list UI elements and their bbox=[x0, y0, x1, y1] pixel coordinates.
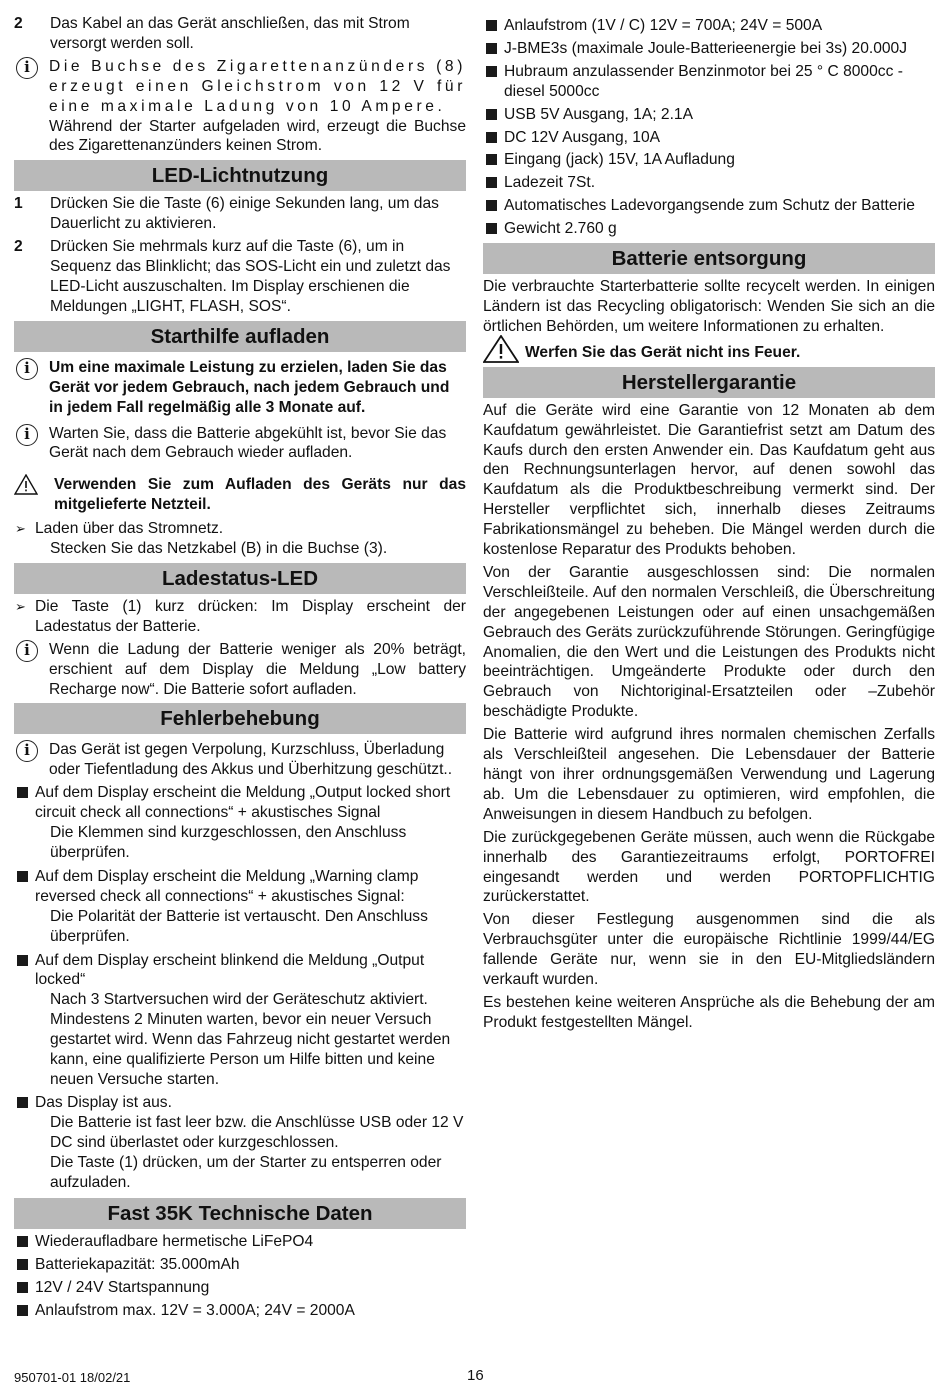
list-item bbox=[483, 105, 935, 125]
info-note-cigarette-socket bbox=[14, 57, 466, 157]
warranty-paragraph: Die Batterie wird aufgrund ihres normalen chemischen Zerfalls als Verschleißteil angesehen. Die Lebensdauer der Batterie hängt von ihrer ordnungsgemäßen Verwendung und Lagerung ab. Um die Lebensdauer zu optimieren, wird empfohlen, die Anweisungen in diesem Handbuch zu befolgen. bbox=[483, 726, 935, 823]
step-text: Drücken Sie die Taste (6) einige Sekunden lang, um das Dauerlicht zu aktivieren. bbox=[50, 195, 439, 233]
section-title-specs: Fast 35K Technische Daten bbox=[14, 1198, 466, 1229]
square-bullet-icon bbox=[17, 1282, 28, 1293]
item-subtext: Die Polarität der Batterie ist vertauscht. Den Anschluss überprüfen. bbox=[50, 907, 428, 945]
warranty-paragraph: Es bestehen keine weiteren Ansprüche als die Behebung der am Produkt festgestellten Mängel. bbox=[483, 993, 935, 1031]
item-text: Gewicht 2.760 g bbox=[504, 220, 617, 238]
item-text: Anlaufstrom (1V / C) 12V = 700A; 24V = 500A bbox=[504, 17, 823, 34]
item-text: Wiederaufladbare hermetische LiFePO4 bbox=[35, 1233, 314, 1251]
warning-text: Verwenden Sie zum Aufladen des Geräts nur das mitgelieferte Netzteil. bbox=[54, 476, 466, 514]
warning-note-fire bbox=[483, 343, 935, 363]
info-icon: i bbox=[16, 358, 38, 380]
item-subtext: Die Klemmen sind kurzgeschlossen, den Anschluss überprüfen. bbox=[50, 824, 407, 861]
step-text: Drücken Sie mehrmals kurz auf die Taste (6), um in Sequenz das Blinklicht; das SOS-Licht ein und zuletzt das LED-Licht auszuschalten. Im Display erschienen die Meldungen „LIGHT, FLASH, SOS“. bbox=[50, 238, 451, 315]
square-bullet-icon bbox=[486, 20, 497, 31]
item-subtext: Die Taste (1) drücken, um der Starter zu entsperren oder aufzuladen. bbox=[50, 1153, 442, 1191]
info-note-low-battery bbox=[14, 640, 466, 700]
item-text: USB 5V Ausgang, 1A; 2.1A bbox=[504, 105, 693, 123]
page-number: 16 bbox=[467, 1367, 484, 1384]
square-bullet-icon bbox=[17, 1097, 28, 1108]
info-note-protection bbox=[14, 740, 466, 780]
section-title-led: LED-Lichtnutzung bbox=[14, 160, 466, 191]
item-text: Batteriekapazität: 35.000mAh bbox=[35, 1256, 240, 1274]
square-bullet-icon bbox=[486, 154, 497, 165]
item-text: Auf dem Display erscheint die Meldung „Output locked short circuit check all connections“ + akustisches Signal bbox=[35, 784, 451, 822]
arrow-item-mains bbox=[14, 519, 466, 559]
section-title-warranty: Herstellergarantie bbox=[483, 367, 935, 398]
section-title-disposal: Batterie entsorgung bbox=[483, 243, 935, 274]
square-bullet-icon bbox=[17, 871, 28, 882]
warranty-paragraph: Auf die Geräte wird eine Garantie von 12 Monaten ab dem Kaufdatum gewährleistet. Die Garantiefrist setzt am Datum des Kaufs durch den ersten Anwender ein. Das Kaufdatum geht aus den Rechnungsunterlagen hervor, auf denen sowohl das Kaufdatum als die Produktbeschreibung vermerkt sind. Der Hersteller verpflichtet sich, innerhalb dieses Zeitraums Fabrikationsmängel zu beheben. Die Mängel werden durch die kostenlose Reparatur des Produkts behoben. bbox=[483, 401, 935, 559]
section-title-charge: Starthilfe aufladen bbox=[14, 321, 466, 352]
item-text: J-BME3s (maximale Joule-Batterieenergie bei 3s) 20.000J bbox=[504, 39, 908, 57]
step-2 bbox=[14, 237, 466, 317]
list-item bbox=[14, 1278, 466, 1298]
list-item bbox=[14, 783, 466, 863]
square-bullet-icon bbox=[486, 132, 497, 143]
warranty-paragraph: Die zurückgegebenen Geräte müssen, auch wenn die Rückgabe innerhalb des Garantiezeitraums erfolgt, PORTOFREI eingesandt werden und werden PORTOPFLICHTIG zurückerstattet. bbox=[483, 828, 935, 906]
info-text: Warten Sie, dass die Batterie abgekühlt ist, bevor Sie das Gerät nach dem Gebrauch wieder aufladen. bbox=[49, 424, 447, 462]
section-title-status: Ladestatus-LED bbox=[14, 563, 466, 594]
list-item bbox=[483, 173, 935, 193]
item-text: Ladezeit 7St. bbox=[504, 174, 596, 192]
list-item bbox=[483, 16, 935, 36]
info-icon: i bbox=[16, 640, 38, 662]
square-bullet-icon bbox=[486, 66, 497, 77]
list-item bbox=[14, 1093, 466, 1193]
arrow-text: Die Taste (1) kurz drücken: Im Display erscheint der Ladestatus der Batterie. bbox=[35, 597, 466, 635]
square-bullet-icon bbox=[486, 200, 497, 211]
square-bullet-icon bbox=[17, 955, 28, 966]
square-bullet-icon bbox=[17, 1305, 28, 1316]
list-item bbox=[14, 951, 466, 1090]
square-bullet-icon bbox=[486, 177, 497, 188]
warning-note-charger bbox=[14, 475, 466, 515]
info-text: Um eine maximale Leistung zu erzielen, laden Sie das Gerät vor jedem Gebrauch, nach jedem Gebrauch und in jedem Fall regelmäßig alle 3 Monate auf. bbox=[49, 358, 450, 416]
info-icon: i bbox=[16, 740, 38, 762]
list-item bbox=[14, 1255, 466, 1275]
step-number: 2 bbox=[14, 15, 23, 32]
square-bullet-icon bbox=[17, 1259, 28, 1270]
item-text: Hubraum anzulassender Benzinmotor bei 25 ° C 8000cc - diesel 5000cc bbox=[504, 62, 903, 100]
arrow-subtext: Stecken Sie das Netzkabel (B) in die Buchse (3). bbox=[50, 540, 388, 558]
list-item bbox=[483, 219, 935, 239]
list-item bbox=[483, 62, 935, 102]
list-item bbox=[14, 867, 466, 947]
info-text: Während der Starter aufgeladen wird, erzeugt die Buchse des Zigarettenanzünders keinen Strom. bbox=[49, 117, 466, 155]
list-item bbox=[483, 39, 935, 59]
info-text: Das Gerät ist gegen Verpolung, Kurzschluss, Überladung oder Tiefentladung des Akkus und Überhitzung geschützt.. bbox=[49, 741, 453, 779]
warranty-paragraph: Von dieser Festlegung ausgenommen sind die als Verbrauchsgüter unter die europäische Richtlinie 1999/44/EG fallende Geräte nur, wenn sie in den EU-Mitgliedsländern verkauft wurden. bbox=[483, 911, 935, 989]
list-item bbox=[483, 128, 935, 148]
arrow-item-status bbox=[14, 597, 466, 637]
disposal-text: Die verbrauchte Starterbatterie sollte recycelt werden. In einigen Ländern ist das Recycling obligatorisch: Wenden Sie sich an die örtlichen Behörden, um weitere Informationen zu erhalten. bbox=[483, 278, 935, 335]
info-note-cooling bbox=[14, 424, 466, 464]
step-text: Das Kabel an das Gerät anschließen, das mit Strom versorgt werden soll. bbox=[50, 15, 410, 52]
square-bullet-icon bbox=[486, 43, 497, 54]
list-item bbox=[14, 1301, 466, 1321]
item-text: DC 12V Ausgang, 10A bbox=[504, 128, 661, 146]
item-text: Auf dem Display erscheint die Meldung „Warning clamp reversed check all connections“ + akustisches Signal: bbox=[35, 867, 419, 905]
warning-icon bbox=[14, 474, 38, 501]
step-number: 1 bbox=[14, 195, 23, 213]
item-subtext: Nach 3 Startversuchen wird der Geräteschutz aktiviert. Mindestens 2 Minuten warten, bevor ein neuer Versuch gestartet wird. Wenn das Fahrzeug nicht gestartet werden kann, eine qualifizierte Person um Hilfe bitten und keine neuen Versuche starten. bbox=[50, 991, 451, 1088]
arrow-right-icon: ➢ bbox=[15, 521, 26, 537]
info-note-charge bbox=[14, 358, 466, 418]
arrow-right-icon: ➢ bbox=[15, 598, 26, 614]
document-code: 950701-01 18/02/21 bbox=[14, 1370, 131, 1385]
info-icon: i bbox=[16, 57, 38, 79]
right-column bbox=[483, 16, 935, 1036]
list-item bbox=[14, 1232, 466, 1252]
list-item bbox=[483, 196, 935, 216]
square-bullet-icon bbox=[17, 787, 28, 798]
section-title-trouble: Fehlerbehebung bbox=[14, 703, 466, 734]
warranty-paragraph: Von der Garantie ausgeschlossen sind: Die normalen Verschleißteile. Auf den normalen Verschleiß, die Überschreitung der angegebenen Leistungen oder auf einen unsachgemäßen Gebrauch des Geräts zurückzuführende Störungen. Geringfügige Anomalien, die den Wert und die Leistungen des Produkts nicht beeinträchtigen. Umgeänderte Produkte oder durch den Gebrauch von Nichtoriginal-Ersatzteilen oder –Zubehör beschädigte Produkte. bbox=[483, 563, 935, 721]
warning-icon bbox=[483, 335, 519, 369]
square-bullet-icon bbox=[486, 223, 497, 234]
list-item bbox=[483, 150, 935, 170]
item-text: 12V / 24V Startspannung bbox=[35, 1279, 210, 1297]
item-text: Das Display ist aus. bbox=[35, 1093, 172, 1111]
left-column bbox=[14, 14, 466, 1324]
item-text: Eingang (jack) 15V, 1A Aufladung bbox=[504, 151, 735, 169]
info-icon: i bbox=[16, 424, 38, 446]
info-text-spaced: Die Buchse des Zigarettenanzünders (8) erzeugt einen Gleichstrom von 12 V für eine maximale Ladung von 10 Ampere. bbox=[49, 57, 466, 115]
warning-text: Werfen Sie das Gerät nicht ins Feuer. bbox=[525, 343, 801, 361]
square-bullet-icon bbox=[17, 1236, 28, 1247]
item-text: Auf dem Display erscheint blinkend die Meldung „Output locked“ bbox=[35, 951, 425, 989]
item-subtext: Die Batterie ist fast leer bzw. die Anschlüsse USB oder 12 V DC sind überlastet oder kurzgeschlossen. bbox=[50, 1113, 464, 1151]
arrow-text: Laden über das Stromnetz. bbox=[35, 520, 224, 538]
item-text: Anlaufstrom max. 12V = 3.000A; 24V = 2000A bbox=[35, 1302, 355, 1320]
step-number: 2 bbox=[14, 238, 23, 256]
info-text: Wenn die Ladung der Batterie weniger als 20% beträgt, erschient auf dem Display die Meldung „Low battery Recharge now“. Die Batterie sofort aufladen. bbox=[49, 640, 466, 698]
item-text: Automatisches Ladevorgangsende zum Schutz der Batterie bbox=[504, 197, 915, 215]
square-bullet-icon bbox=[486, 109, 497, 120]
step-1 bbox=[14, 194, 466, 234]
step-2 bbox=[14, 14, 466, 54]
